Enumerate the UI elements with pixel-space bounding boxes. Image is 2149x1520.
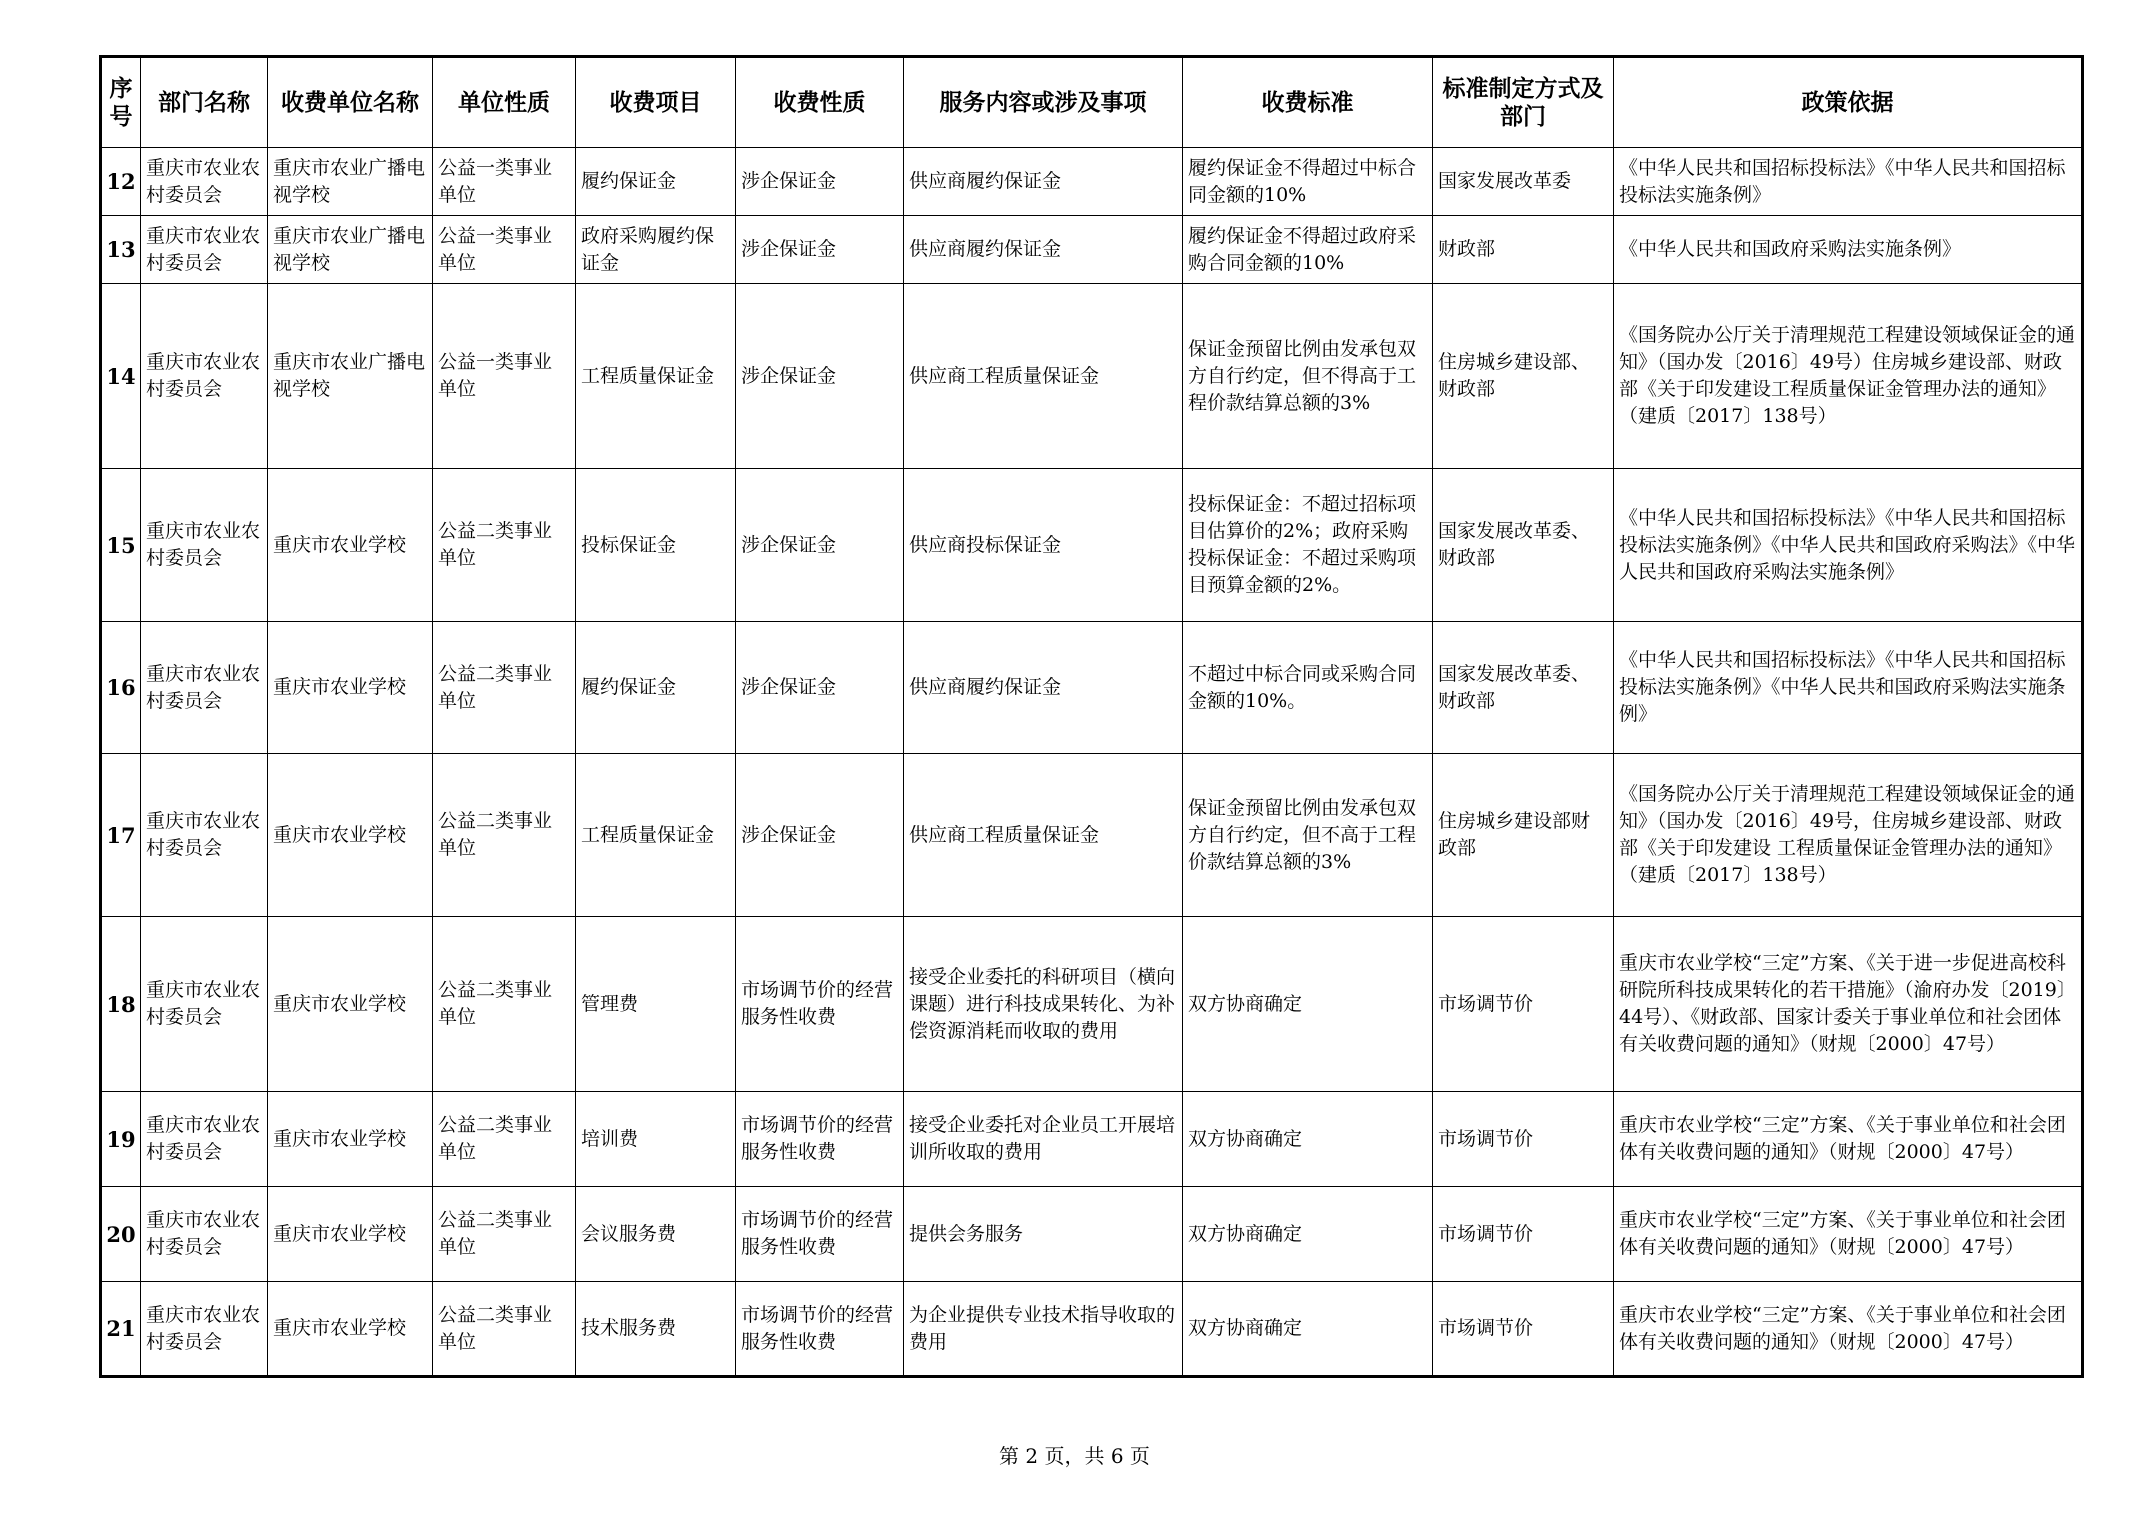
cell-seq: 15 xyxy=(101,469,141,622)
header-nature: 单位性质 xyxy=(433,57,576,148)
cell-service: 供应商工程质量保证金 xyxy=(904,754,1183,917)
header-service: 服务内容或涉及事项 xyxy=(904,57,1183,148)
cell-maker: 市场调节价 xyxy=(1433,917,1614,1092)
cell-fee-type: 涉企保证金 xyxy=(736,148,904,216)
cell-service: 为企业提供专业技术指导收取的费用 xyxy=(904,1282,1183,1377)
cell-dept: 重庆市农业农村委员会 xyxy=(141,754,268,917)
cell-nature: 公益二类事业单位 xyxy=(433,1282,576,1377)
cell-maker: 国家发展改革委、财政部 xyxy=(1433,622,1614,754)
table-row xyxy=(101,469,2083,622)
cell-item: 管理费 xyxy=(576,917,736,1092)
cell-standard: 双方协商确定 xyxy=(1183,1282,1433,1377)
cell-dept: 重庆市农业农村委员会 xyxy=(141,917,268,1092)
cell-standard: 保证金预留比例由发承包双方自行约定，但不得高于工程价款结算总额的3% xyxy=(1183,284,1433,469)
cell-fee-type: 涉企保证金 xyxy=(736,469,904,622)
table-row xyxy=(101,284,2083,469)
cell-maker: 市场调节价 xyxy=(1433,1187,1614,1282)
cell-service: 接受企业委托对企业员工开展培训所收取的费用 xyxy=(904,1092,1183,1187)
cell-standard: 履约保证金不得超过政府采购合同金额的10% xyxy=(1183,216,1433,284)
cell-service: 接受企业委托的科研项目（横向课题）进行科技成果转化、为补偿资源消耗而收取的费用 xyxy=(904,917,1183,1092)
cell-unit: 重庆市农业学校 xyxy=(268,917,433,1092)
cell-basis: 《中华人民共和国政府采购法实施条例》 xyxy=(1614,216,2083,284)
cell-maker: 国家发展改革委 xyxy=(1433,148,1614,216)
cell-maker: 财政部 xyxy=(1433,216,1614,284)
table-row xyxy=(101,1092,2083,1187)
cell-basis: 重庆市农业学校“三定”方案、《关于进一步促进高校科研院所科技成果转化的若干措施》（渝府办发〔2019〕44号）、《财政部、国家计委关于事业单位和社会团体有关收费问题的通知》（财规〔2000〕47号） xyxy=(1614,917,2083,1092)
table-row xyxy=(101,216,2083,284)
table-row xyxy=(101,754,2083,917)
table-row xyxy=(101,148,2083,216)
cell-standard: 投标保证金：不超过招标项目估算价的2%；政府采购投标保证金：不超过采购项目预算金额的2%。 xyxy=(1183,469,1433,622)
cell-nature: 公益一类事业单位 xyxy=(433,148,576,216)
cell-standard: 保证金预留比例由发承包双方自行约定，但不高于工程价款结算总额的3% xyxy=(1183,754,1433,917)
table-row xyxy=(101,1187,2083,1282)
cell-basis: 《国务院办公厅关于清理规范工程建设领域保证金的通知》（国办发〔2016〕49号）住房城乡建设部、财政部《关于印发建设工程质量保证金管理办法的通知》（建质〔2017〕138号） xyxy=(1614,284,2083,469)
cell-unit: 重庆市农业广播电视学校 xyxy=(268,216,433,284)
cell-seq: 21 xyxy=(101,1282,141,1377)
table-row xyxy=(101,1282,2083,1377)
cell-item: 工程质量保证金 xyxy=(576,754,736,917)
cell-dept: 重庆市农业农村委员会 xyxy=(141,1187,268,1282)
cell-item: 技术服务费 xyxy=(576,1282,736,1377)
cell-dept: 重庆市农业农村委员会 xyxy=(141,148,268,216)
cell-fee-type: 涉企保证金 xyxy=(736,622,904,754)
cell-basis: 《中华人民共和国招标投标法》《中华人民共和国招标投标法实施条例》《中华人民共和国政府采购法》《中华人民共和国政府采购法实施条例》 xyxy=(1614,469,2083,622)
cell-basis: 重庆市农业学校“三定”方案、《关于事业单位和社会团体有关收费问题的通知》（财规〔2000〕47号） xyxy=(1614,1282,2083,1377)
cell-seq: 14 xyxy=(101,284,141,469)
cell-item: 投标保证金 xyxy=(576,469,736,622)
cell-maker: 市场调节价 xyxy=(1433,1092,1614,1187)
cell-unit: 重庆市农业学校 xyxy=(268,754,433,917)
cell-fee-type: 涉企保证金 xyxy=(736,284,904,469)
cell-dept: 重庆市农业农村委员会 xyxy=(141,1092,268,1187)
cell-nature: 公益一类事业单位 xyxy=(433,284,576,469)
cell-seq: 17 xyxy=(101,754,141,917)
table-header-row xyxy=(101,57,2083,148)
cell-dept: 重庆市农业农村委员会 xyxy=(141,469,268,622)
cell-nature: 公益二类事业单位 xyxy=(433,754,576,917)
header-seq: 序号 xyxy=(101,57,141,148)
cell-standard: 履约保证金不得超过中标合同金额的10% xyxy=(1183,148,1433,216)
header-dept: 部门名称 xyxy=(141,57,268,148)
cell-fee-type: 市场调节价的经营服务性收费 xyxy=(736,1187,904,1282)
cell-nature: 公益二类事业单位 xyxy=(433,469,576,622)
cell-seq: 13 xyxy=(101,216,141,284)
cell-service: 供应商履约保证金 xyxy=(904,148,1183,216)
cell-unit: 重庆市农业学校 xyxy=(268,622,433,754)
cell-item: 履约保证金 xyxy=(576,148,736,216)
header-maker: 标准制定方式及部门 xyxy=(1433,57,1614,148)
cell-service: 供应商工程质量保证金 xyxy=(904,284,1183,469)
header-basis: 政策依据 xyxy=(1614,57,2083,148)
cell-seq: 19 xyxy=(101,1092,141,1187)
cell-unit: 重庆市农业学校 xyxy=(268,469,433,622)
cell-service: 提供会务服务 xyxy=(904,1187,1183,1282)
cell-standard: 不超过中标合同或采购合同金额的10%。 xyxy=(1183,622,1433,754)
header-item: 收费项目 xyxy=(576,57,736,148)
cell-dept: 重庆市农业农村委员会 xyxy=(141,1282,268,1377)
cell-unit: 重庆市农业学校 xyxy=(268,1282,433,1377)
cell-fee-type: 市场调节价的经营服务性收费 xyxy=(736,917,904,1092)
cell-basis: 《中华人民共和国招标投标法》《中华人民共和国招标投标法实施条例》 xyxy=(1614,148,2083,216)
header-fee-type: 收费性质 xyxy=(736,57,904,148)
cell-standard: 双方协商确定 xyxy=(1183,1092,1433,1187)
cell-service: 供应商投标保证金 xyxy=(904,469,1183,622)
cell-unit: 重庆市农业学校 xyxy=(268,1092,433,1187)
table-row xyxy=(101,917,2083,1092)
cell-service: 供应商履约保证金 xyxy=(904,622,1183,754)
cell-item: 工程质量保证金 xyxy=(576,284,736,469)
cell-item: 培训费 xyxy=(576,1092,736,1187)
cell-maker: 国家发展改革委、财政部 xyxy=(1433,469,1614,622)
cell-nature: 公益二类事业单位 xyxy=(433,917,576,1092)
cell-service: 供应商履约保证金 xyxy=(904,216,1183,284)
cell-item: 履约保证金 xyxy=(576,622,736,754)
page-footer: 第 2 页，共 6 页 xyxy=(999,1444,1150,1468)
cell-maker: 住房城乡建设部财政部 xyxy=(1433,754,1614,917)
cell-item: 会议服务费 xyxy=(576,1187,736,1282)
cell-unit: 重庆市农业广播电视学校 xyxy=(268,148,433,216)
cell-nature: 公益二类事业单位 xyxy=(433,1187,576,1282)
cell-dept: 重庆市农业农村委员会 xyxy=(141,284,268,469)
cell-standard: 双方协商确定 xyxy=(1183,1187,1433,1282)
cell-nature: 公益一类事业单位 xyxy=(433,216,576,284)
cell-unit: 重庆市农业广播电视学校 xyxy=(268,284,433,469)
cell-fee-type: 涉企保证金 xyxy=(736,216,904,284)
cell-seq: 20 xyxy=(101,1187,141,1282)
cell-basis: 《国务院办公厅关于清理规范工程建设领域保证金的通知》（国办发〔2016〕49号，住房城乡建设部、财政部《关于印发建设 工程质量保证金管理办法的通知》（建质〔2017〕138号） xyxy=(1614,754,2083,917)
cell-nature: 公益二类事业单位 xyxy=(433,622,576,754)
cell-maker: 市场调节价 xyxy=(1433,1282,1614,1377)
cell-fee-type: 市场调节价的经营服务性收费 xyxy=(736,1092,904,1187)
cell-seq: 18 xyxy=(101,917,141,1092)
cell-basis: 《中华人民共和国招标投标法》《中华人民共和国招标投标法实施条例》《中华人民共和国政府采购法实施条例》 xyxy=(1614,622,2083,754)
cell-seq: 12 xyxy=(101,148,141,216)
header-unit: 收费单位名称 xyxy=(268,57,433,148)
cell-dept: 重庆市农业农村委员会 xyxy=(141,216,268,284)
cell-fee-type: 涉企保证金 xyxy=(736,754,904,917)
cell-nature: 公益二类事业单位 xyxy=(433,1092,576,1187)
header-standard: 收费标准 xyxy=(1183,57,1433,148)
cell-maker: 住房城乡建设部、财政部 xyxy=(1433,284,1614,469)
cell-seq: 16 xyxy=(101,622,141,754)
cell-item: 政府采购履约保证金 xyxy=(576,216,736,284)
cell-fee-type: 市场调节价的经营服务性收费 xyxy=(736,1282,904,1377)
fee-table xyxy=(99,55,2084,1378)
cell-standard: 双方协商确定 xyxy=(1183,917,1433,1092)
cell-unit: 重庆市农业学校 xyxy=(268,1187,433,1282)
table-row xyxy=(101,622,2083,754)
cell-basis: 重庆市农业学校“三定”方案、《关于事业单位和社会团体有关收费问题的通知》（财规〔2000〕47号） xyxy=(1614,1092,2083,1187)
cell-basis: 重庆市农业学校“三定”方案、《关于事业单位和社会团体有关收费问题的通知》（财规〔2000〕47号） xyxy=(1614,1187,2083,1282)
cell-dept: 重庆市农业农村委员会 xyxy=(141,622,268,754)
